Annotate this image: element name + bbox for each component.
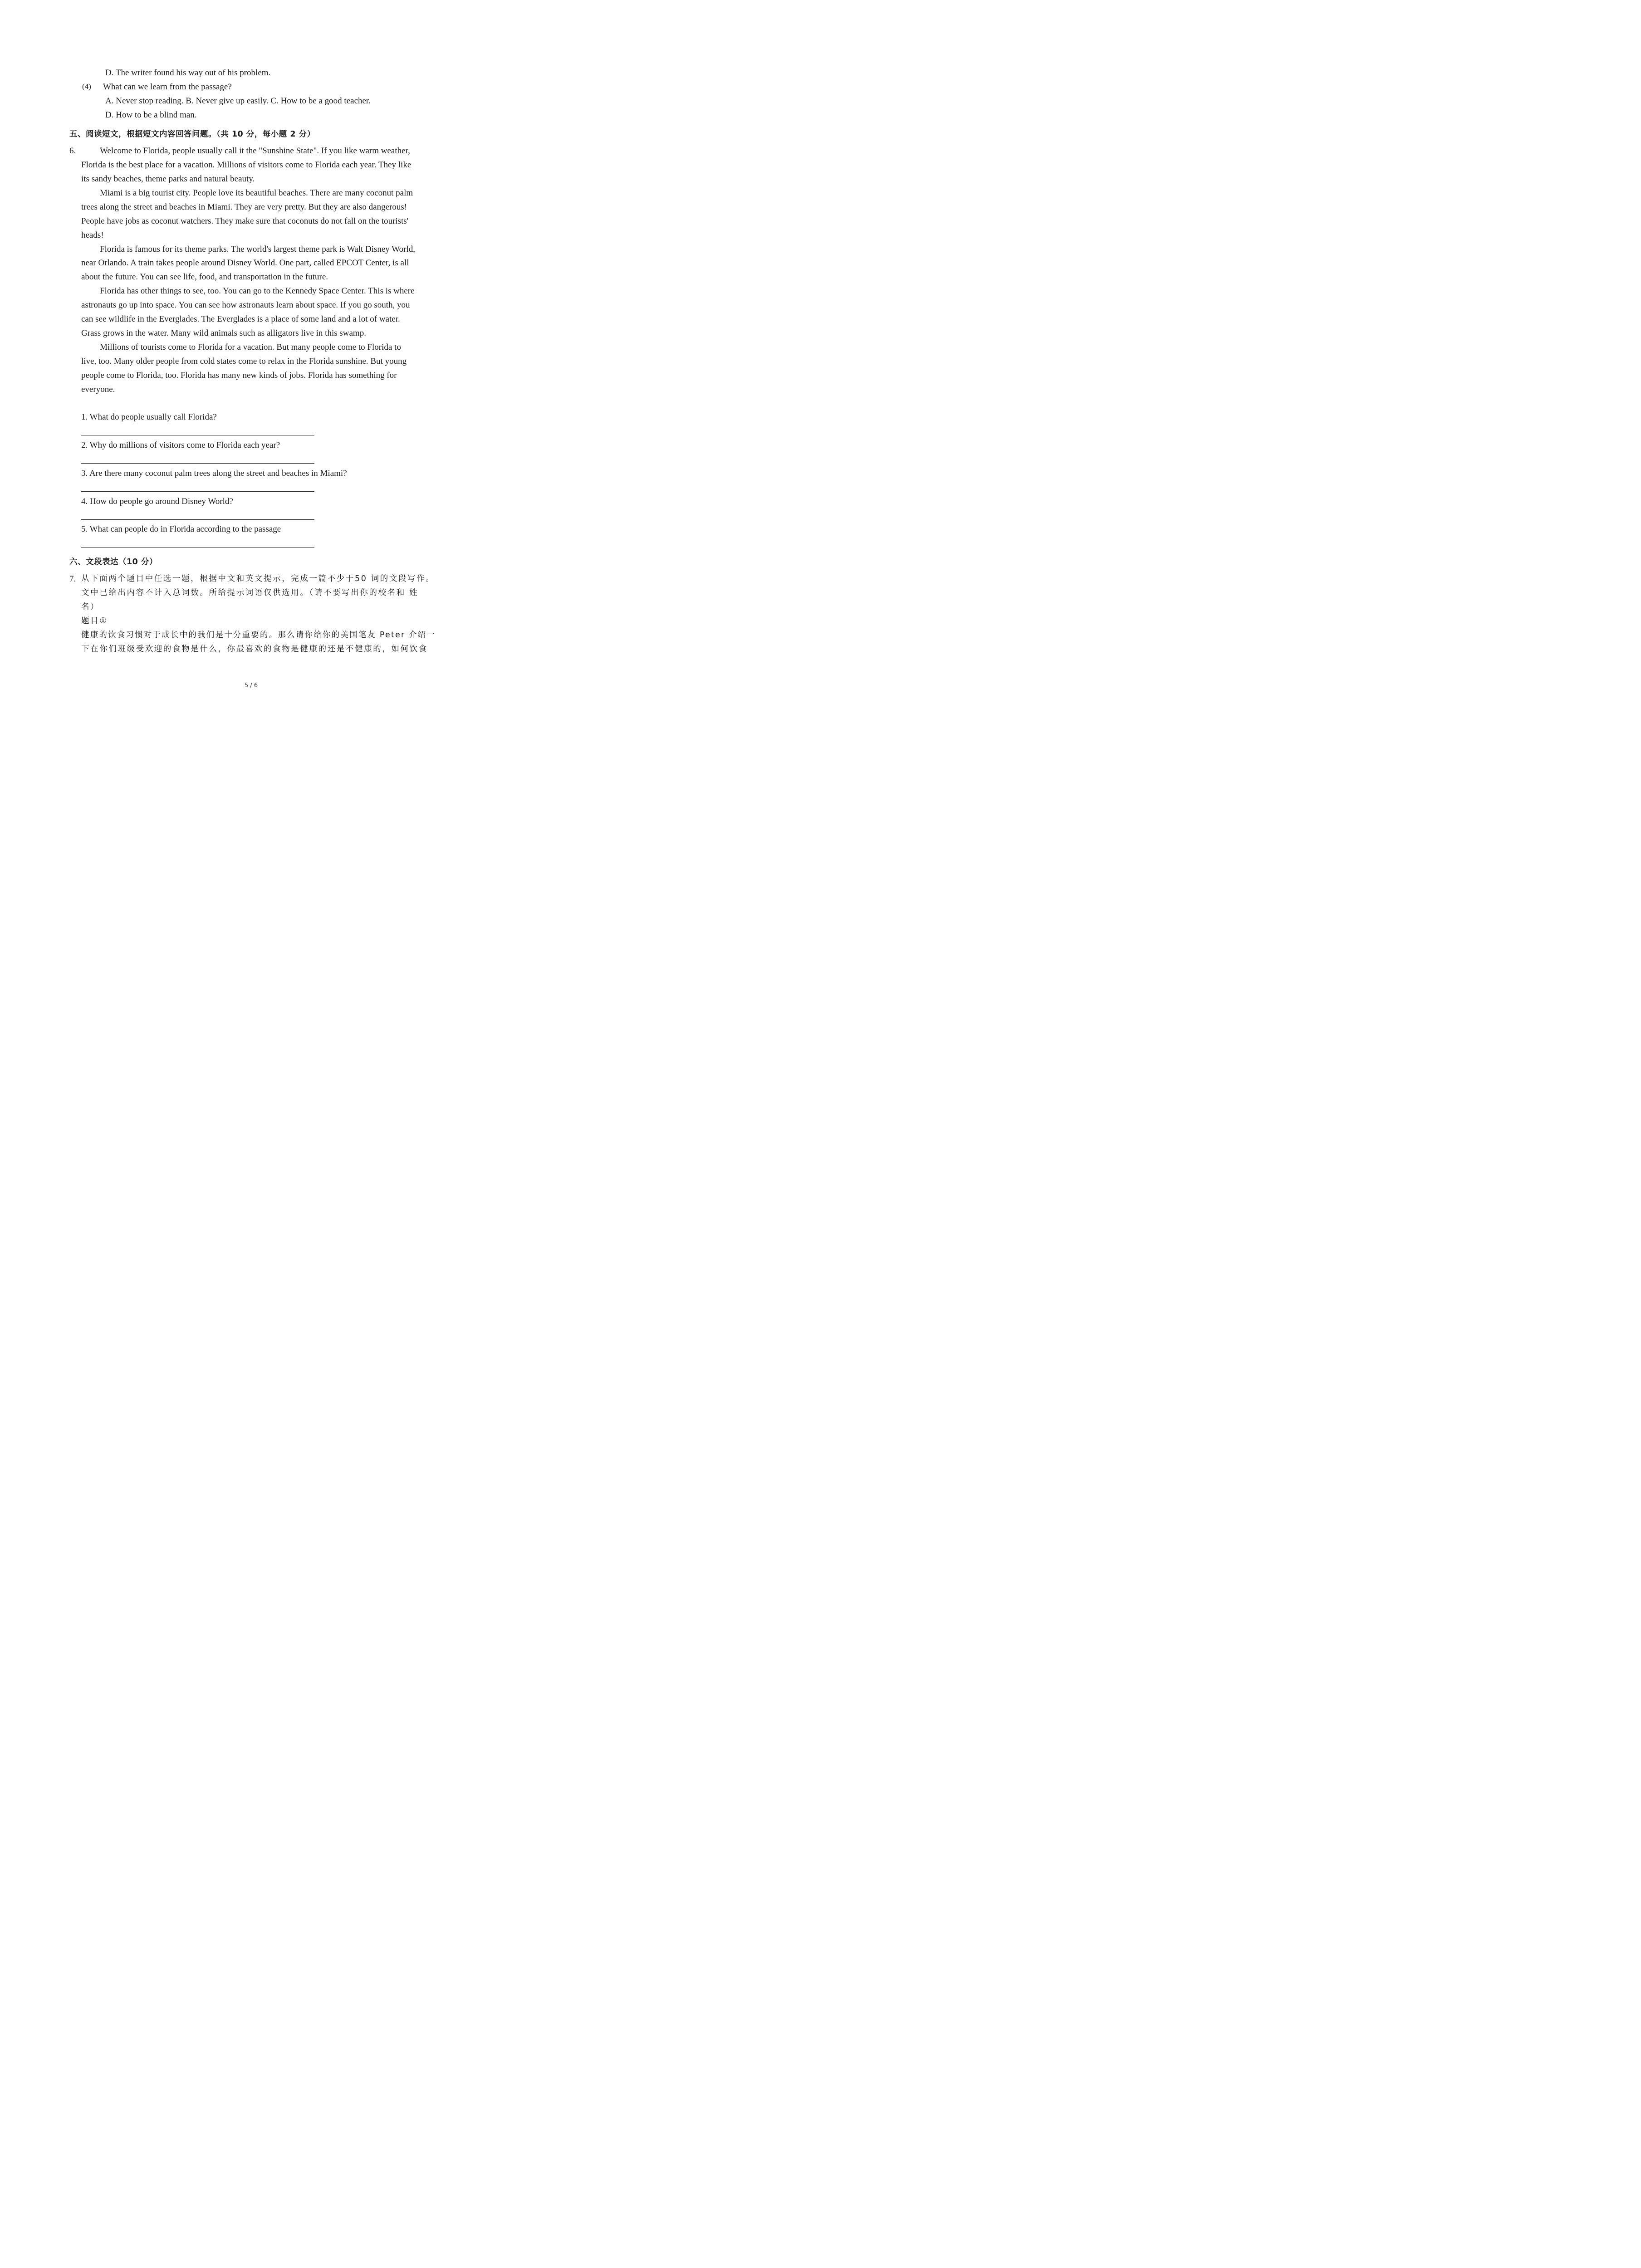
writing-instruction-line: 从下面两个题目中任选一题，根据中文和英文提示，完成一篇不少于50 词的文段写作。 [81, 574, 435, 583]
passage-line: Miami is a big tourist city. People love its beautiful beaches. There are many coconut palm [100, 188, 413, 198]
topic-description-line: 下在你们班级受欢迎的食物是什么，你最喜欢的食物是健康的还是不健康的，如何饮食 [81, 645, 428, 654]
passage-line: live, too. Many older people from cold states come to relax in the Florida sunshine. But young [81, 357, 407, 366]
answer-line[interactable] [81, 463, 314, 464]
writing-instruction-line: 名） [81, 602, 100, 611]
answer-line[interactable] [81, 491, 314, 492]
exam-page [0, 0, 502, 710]
passage-line: people come to Florida, too. Florida has many new kinds of jobs. Florida has something for [81, 371, 397, 380]
passage-line: astronauts go up into space. You can see how astronauts learn about space. If you go south, you [81, 300, 410, 310]
passage-line: Florida has other things to see, too. You can go to the Kennedy Space Center. This is where [100, 286, 415, 296]
topic-label: 题目① [81, 616, 108, 626]
passage-line: trees along the street and beaches in Miami. They are very pretty. But they are also dangerous! [81, 202, 407, 212]
question-item: 1. What do people usually call Florida? [81, 412, 217, 422]
answer-line[interactable] [81, 519, 314, 520]
question7-number: 7. [69, 574, 76, 584]
passage-line: near Orlando. A train takes people around Disney World. One part, called EPCOT Center, is all [81, 258, 409, 268]
passage-line: Grass grows in the water. Many wild animals such as alligators live in this swamp. [81, 328, 366, 338]
q3-option-d: D. The writer found his way out of his problem. [105, 68, 271, 78]
q4-number: (4) [82, 82, 91, 91]
passage-line: can see wildlife in the Everglades. The Everglades is a place of some land and a lot of water. [81, 314, 400, 324]
writing-instruction-line: 文中已给出内容不计入总词数。所给提示词语仅供选用。（请不要写出你的校名和 姓 [81, 588, 419, 597]
q4-options-abc: A. Never stop reading. B. Never give up easily. C. How to be a good teacher. [105, 96, 371, 106]
question-item: 4. How do people go around Disney World? [81, 497, 233, 506]
topic-description-line: 健康的饮食习惯对于成长中的我们是十分重要的。那么请你给你的美国笔友 Peter 介绍一 [81, 631, 436, 640]
q4-question: What can we learn from the passage? [103, 82, 232, 92]
question6-number: 6. [69, 146, 76, 156]
passage-line: Millions of tourists come to Florida for a vacation. But many people come to Florida to [100, 342, 401, 352]
question-item: 3. Are there many coconut palm trees along the street and beaches in Miami? [81, 469, 347, 478]
passage-line: Florida is famous for its theme parks. The world's largest theme park is Walt Disney World, [100, 244, 415, 254]
section5-heading: 五、阅读短文，根据短文内容回答问题。（共 10 分，每小题 2 分） [69, 130, 315, 139]
passage-line: People have jobs as coconut watchers. They make sure that coconuts do not fall on the tourists' [81, 216, 409, 226]
passage-line: its sandy beaches, theme parks and natural beauty. [81, 174, 255, 184]
question-item: 2. Why do millions of visitors come to Florida each year? [81, 440, 280, 450]
passage-line: about the future. You can see life, food, and transportation in the future. [81, 272, 328, 282]
passage-line: heads! [81, 230, 104, 240]
q4-option-d: D. How to be a blind man. [105, 110, 197, 120]
question-item: 5. What can people do in Florida according to the passage [81, 524, 281, 534]
passage-line: Welcome to Florida, people usually call it the "Sunshine State". If you like warm weather, [100, 146, 410, 156]
passage-line: Florida is the best place for a vacation. Millions of visitors come to Florida each year. They like [81, 160, 411, 170]
page-number: 5 / 6 [244, 682, 258, 689]
passage-line: everyone. [81, 385, 115, 394]
section6-heading: 六、文段表达（10 分） [69, 557, 157, 567]
